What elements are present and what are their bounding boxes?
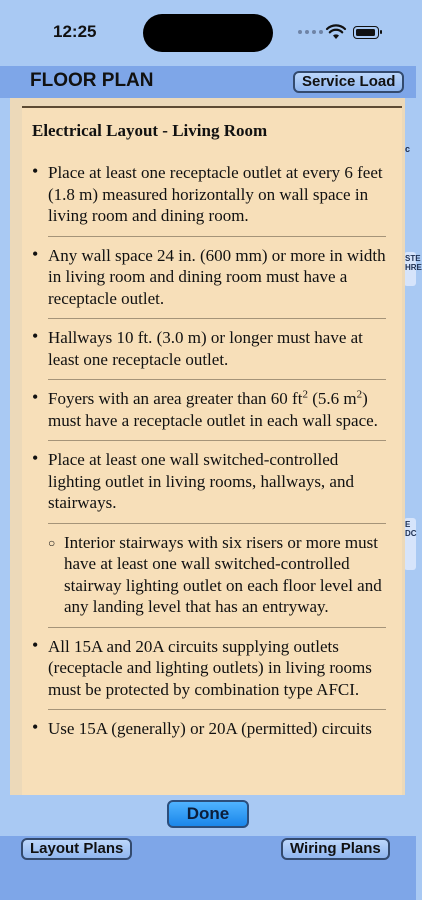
status-bar: [0, 0, 416, 66]
background-tab-1: STE HRE: [404, 252, 416, 286]
bullet-icon: •: [32, 634, 39, 655]
battery-icon: [353, 26, 379, 39]
list-item: [22, 319, 402, 380]
rule-text: Hallways 10 ft. (3.0 m) or longer must have at least one receptacle outlet.: [48, 328, 363, 369]
rule-text: Interior stairways with six risers or more must have at least one wall switched-controlled stairway lighting outlet on each floor level and any landing level that has an entryway.: [64, 532, 382, 616]
rule-text: [48, 389, 378, 430]
bottom-bar: [0, 836, 416, 900]
list-item: [22, 441, 402, 524]
circle-bullet-icon: ○: [48, 535, 56, 550]
background-mark: c: [405, 144, 411, 154]
list-item: [22, 710, 402, 750]
status-time: 12:25: [53, 22, 97, 41]
bullet-icon: •: [32, 448, 39, 468]
list-item: [22, 154, 402, 237]
rule-text: All 15A and 20A circuits supplying outlets (receptacle and lighting outlets) in living rooms must be protected by combination type AFCI.: [48, 636, 372, 699]
bullet-icon: •: [32, 161, 39, 181]
list-item: [22, 628, 402, 711]
bullet-icon: •: [32, 717, 39, 737]
rule-text-part: ) must have a receptacle outlet in each wall space.: [48, 389, 378, 430]
wifi-icon: [326, 24, 346, 40]
service-load-button[interactable]: Service Load: [293, 71, 404, 93]
rule-text: Any wall space 24 in. (600 mm) or more in width in living room and dining room must have a receptacle outlet.: [48, 245, 386, 308]
rule-text: Place at least one wall switched-controlled lighting outlet in living rooms, hallways, and stairways.: [48, 450, 354, 512]
rules-panel: [10, 98, 405, 795]
wiring-plans-button[interactable]: Wiring Plans: [281, 838, 390, 860]
superscript: 2: [356, 388, 363, 401]
dynamic-island: [143, 14, 273, 52]
page-title: FLOOR PLAN: [30, 70, 154, 91]
rules-list: [22, 154, 402, 750]
rule-text-part: (5.6 m: [307, 389, 357, 408]
rule-text: Place at least one receptacle outlet at every 6 feet (1.8 m) measured horizontally on wall space in living room and dining room.: [48, 163, 383, 225]
rules-scroll-area[interactable]: [22, 106, 402, 795]
done-button[interactable]: Done: [167, 800, 249, 828]
bullet-icon: •: [32, 243, 39, 264]
list-item: [22, 380, 402, 441]
layout-plans-button[interactable]: Layout Plans: [21, 838, 132, 860]
signal-dots-icon: [298, 30, 323, 34]
bullet-icon: •: [32, 326, 39, 346]
list-item: [22, 237, 402, 320]
rule-text: Use 15A (generally) or 20A (permitted) circuits: [48, 719, 372, 738]
rule-text-part: Foyers with an area greater than 60 ft: [48, 389, 303, 408]
header-bar: [0, 66, 416, 98]
list-item: [22, 524, 402, 628]
panel-title: Electrical Layout - Living Room: [32, 121, 268, 140]
bullet-icon: •: [32, 387, 39, 407]
superscript: 2: [302, 388, 308, 401]
background-tab-2: E DC: [404, 518, 416, 570]
